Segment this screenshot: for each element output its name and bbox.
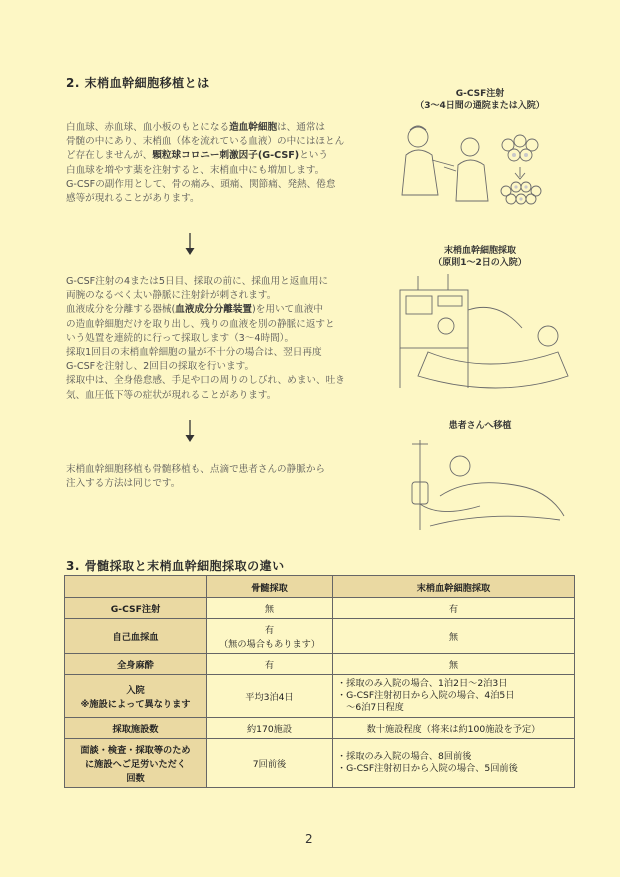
transplant-illustration [400,436,570,536]
table-row [65,654,575,675]
peripheral-blood-cell: ・採取のみ入院の場合、8回前後 ・G-CSF注射初日から入院の場合、5回前後 [333,739,575,788]
gcsf-injection-illustration [388,115,578,225]
paragraph-2-line: 血液成分を分離する器械(血液成分分離装置)を用いて血液中 [66,304,323,316]
peripheral-blood-cell: 無 [333,619,575,654]
row-label-cell: 面談・検査・採取等のため に施設へご足労いただく 回数 [65,739,207,788]
paragraph-1-line: ど存在しませんが、顆粒球コロニー刺激因子(G-CSF)という [66,150,328,162]
row-label-cell: 採取施設数 [65,718,207,739]
apheresis-illustration [388,270,578,405]
table-header-peripheral-blood: 末梢血幹細胞採取 [333,576,575,598]
peripheral-blood-cell: 無 [333,654,575,675]
section2-paragraph-1 [66,121,344,206]
section2-paragraph-3 [66,463,325,491]
paragraph-2-line: の造血幹細胞だけを取り出し、残りの血液を別の静脈に返すと [66,318,335,330]
row-label-cell: 自己血採血 [65,619,207,654]
table-header-blank [65,576,207,598]
peripheral-blood-cell: 数十施設程度（将来は約100施設を予定） [333,718,575,739]
paragraph-1-line: 骨髄の中にあり、末梢血（体を流れている血液）の中にはほとん [66,136,345,148]
paragraph-1-line: 白血球を増やす薬を注射すると、末梢血中にも増加します。 [66,164,325,176]
bone-marrow-cell: 平均3泊4日 [207,675,333,718]
caption-harvest: 末梢血幹細胞採取 （原則1～2日の入院） [433,246,527,268]
table-row [65,598,575,619]
table-row [65,739,575,788]
paragraph-2-line: G-CSF注射の4または5日目、採取の前に、採血用と返血用に [66,276,329,287]
row-label-cell: 全身麻酔 [65,654,207,675]
section2-paragraph-2 [66,275,345,403]
bone-marrow-cell: 7回前後 [207,739,333,788]
paragraph-2-line: 採取中は、全身倦怠感、手足や口の周りのしびれ、めまい、吐き [66,375,345,387]
peripheral-blood-cell: 有 [333,598,575,619]
paragraph-1-line: 感等が現れることがあります。 [66,193,200,205]
paragraph-2-line: 気、血圧低下等の症状が現れることがあります。 [66,389,277,401]
caption-gcsf: G-CSF注射 （3～4日間の通院または入院） [415,89,545,111]
paragraph-3-line: 末梢血幹細胞移植も骨髄移植も、点滴で患者さんの静脈から [66,464,326,475]
peripheral-blood-cell: ・採取のみ入院の場合、1泊2日～2泊3日 ・G-CSF注射初日から入院の場合、4泊5日 ～6泊7日程度 [333,675,575,718]
down-arrow-icon [183,233,197,257]
row-label-cell: 入院 ※施設によって異なります [65,675,207,718]
section3-title: 3. 骨髄採取と末梢血幹細胞採取の違い [66,559,285,573]
caption-transplant: 患者さんへ移植 [448,421,512,431]
paragraph-1-line: 白血球、赤血球、血小板のもとになる造血幹細胞は、通常は [66,122,326,133]
comparison-table [64,575,575,788]
table-header-bone-marrow: 骨髄採取 [207,576,333,598]
table-row [65,675,575,718]
bone-marrow-cell: 無 [207,598,333,619]
bone-marrow-cell: 約170施設 [207,718,333,739]
table-header-row [65,576,575,598]
table-row [65,718,575,739]
row-label-cell: G-CSF注射 [65,598,207,619]
paragraph-3-line: 注入する方法は同じです。 [66,478,181,490]
bone-marrow-cell: 有 [207,654,333,675]
page-number: 2 [305,832,313,846]
bone-marrow-cell: 有 （無の場合もあります） [207,619,333,654]
paragraph-1-line: G-CSFの副作用として、骨の痛み、頭痛、関節痛、発熱、倦怠 [66,178,336,190]
section2-title: 2. 末梢血幹細胞移植とは [66,76,210,90]
table-row [65,619,575,654]
paragraph-2-line: いう処置を連続的に行って採取します（3～4時間）。 [66,332,295,344]
paragraph-2-line: G-CSFを注射し、2回目の採取を行います。 [66,361,255,373]
paragraph-2-line: 両腕のなるべく太い静脈に注射針が刺されます。 [66,290,277,302]
paragraph-2-line: 採取1回目の末梢血幹細胞の量が不十分の場合は、翌日再度 [66,347,322,359]
down-arrow-icon [183,420,197,444]
